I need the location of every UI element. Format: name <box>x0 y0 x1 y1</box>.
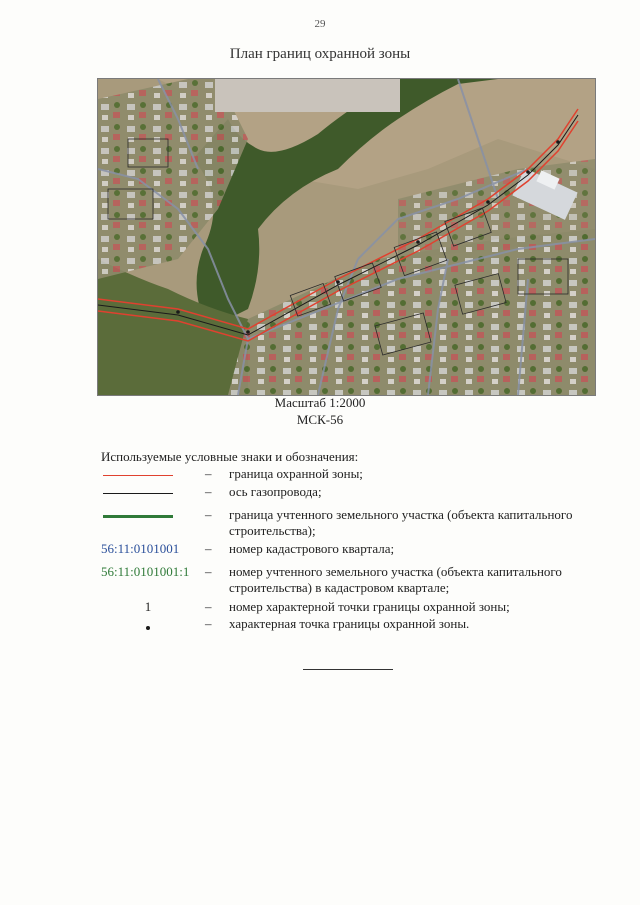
legend-description: характерная точка границы охранной зоны. <box>229 616 470 631</box>
legend-description: номер характерной точки границы охранной зоны; <box>229 599 510 614</box>
legend-dash: – <box>205 564 212 579</box>
legend-description: граница охранной зоны; <box>229 466 363 481</box>
legend-description: ось газопровода; <box>229 484 322 499</box>
page-number: 29 <box>314 18 326 30</box>
legend-dash: – <box>205 484 212 499</box>
map-redaction-block <box>215 79 400 112</box>
legend-symbol <box>101 616 201 632</box>
legend-description: граница учтенного земельного участка (объекта капитального строительства); <box>229 507 573 538</box>
legend-symbol <box>101 466 201 482</box>
legend-dash: – <box>205 616 212 631</box>
cadastral-quarter-sample: 56:11:0101001 <box>101 541 180 556</box>
legend-symbol <box>101 484 201 500</box>
page-title: План границ охранной зоны <box>229 46 411 62</box>
legend-dash: – <box>205 507 212 522</box>
legend-header: Используемые условные знаки и обозначения: <box>101 449 359 464</box>
aerial-map-svg <box>98 79 595 395</box>
dot-symbol <box>146 626 150 630</box>
legend-description: номер кадастрового квартала; <box>229 541 395 556</box>
map-image <box>97 78 596 396</box>
green-line-symbol <box>103 515 173 518</box>
parcel-number-sample: 56:11:0101001:1 <box>101 564 190 579</box>
point-number-sample: 1 <box>144 599 152 614</box>
red-line-symbol <box>103 475 173 476</box>
legend-symbol <box>101 507 201 523</box>
legend-dash: – <box>205 599 212 614</box>
map-scale: Масштаб 1:2000 <box>274 395 366 410</box>
map-coordinate-system: МСК-56 <box>296 412 344 427</box>
legend-description: номер учтенного земельного участка (объекта капитального строительства) в кадастровом квартале; <box>229 564 562 595</box>
legend-dash: – <box>205 541 212 556</box>
black-line-symbol <box>103 493 173 494</box>
bottom-divider <box>303 669 393 670</box>
legend-dash: – <box>205 466 212 481</box>
